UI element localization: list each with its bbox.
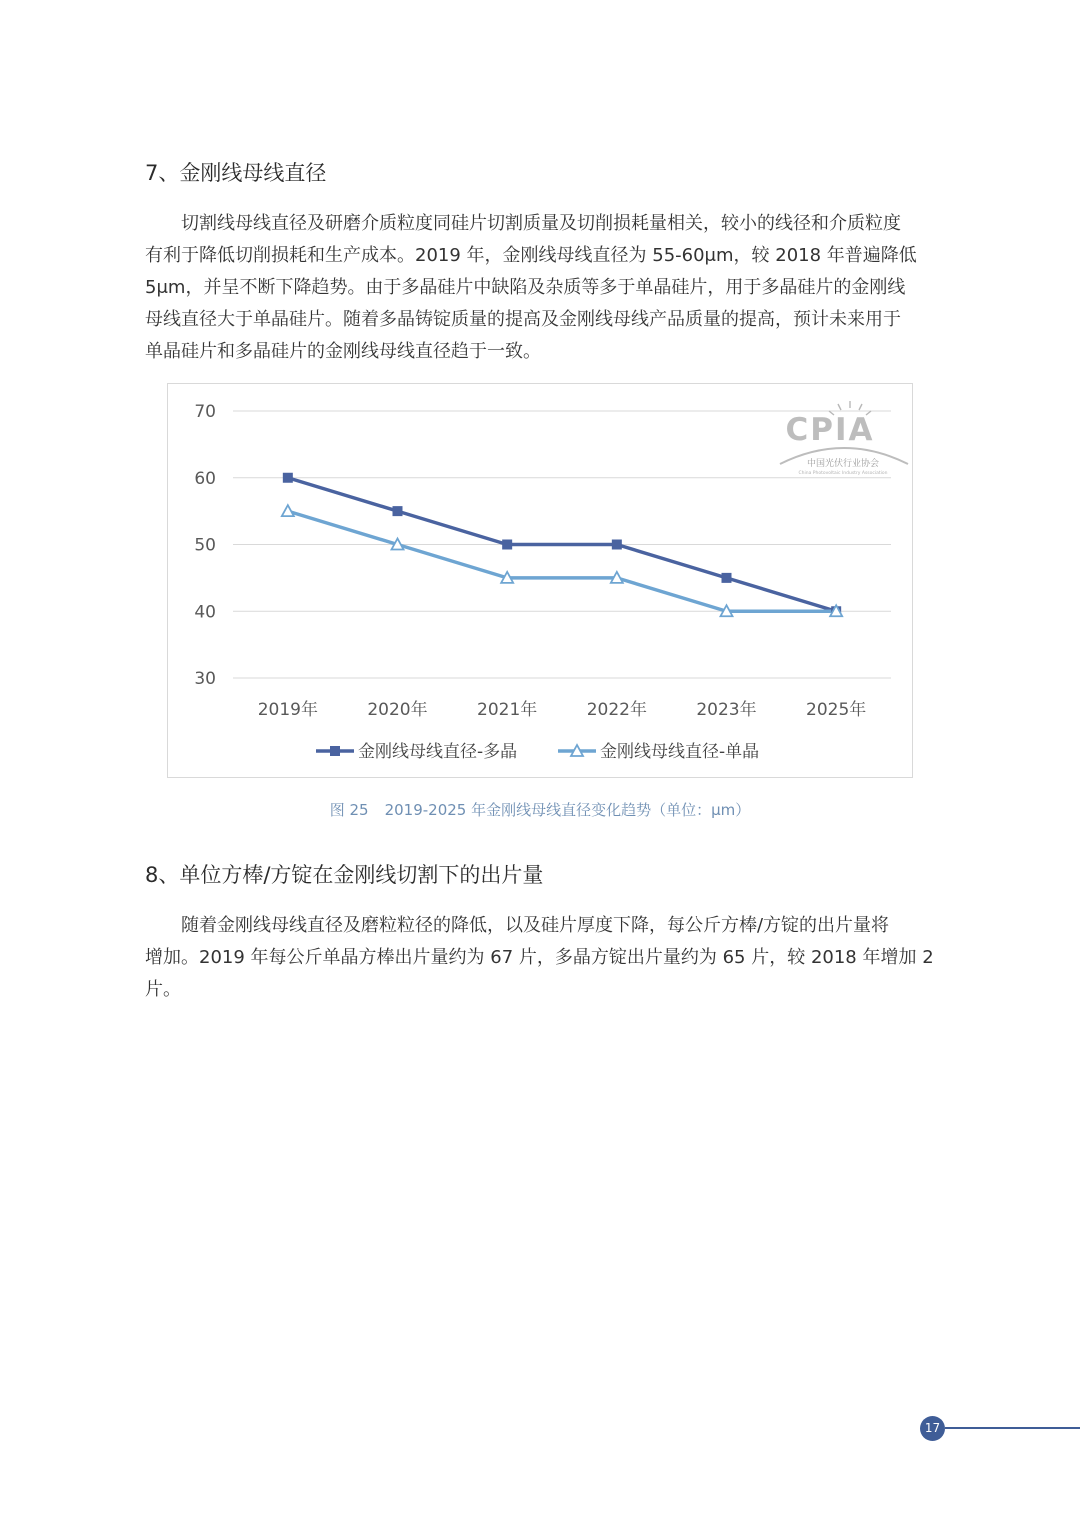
series-2-markers	[282, 505, 842, 616]
data-point	[502, 540, 512, 550]
data-point	[722, 573, 732, 583]
legend-item	[316, 742, 517, 762]
y-tick-label: 60	[194, 468, 216, 489]
cpia-watermark-logo	[780, 401, 908, 476]
data-point	[393, 506, 403, 516]
paragraph-line: 单晶硅片和多晶硅片的金刚线母线直径趋于一致。	[145, 341, 541, 362]
series-2	[288, 511, 836, 611]
chart-legend	[316, 742, 759, 762]
y-tick-label: 30	[194, 669, 216, 689]
cpia-org-name-en: China Photovoltaic Industry Association	[798, 471, 888, 476]
paragraph-line: 5μm，并呈不断下降趋势。由于多晶硅片中缺陷及杂质等多于单晶硅片，用于多晶硅片的金刚线	[145, 277, 906, 298]
page-number-badge: 17	[920, 1416, 945, 1441]
section-8-paragraph	[145, 910, 937, 1006]
x-tick-label: 2023年	[696, 700, 757, 720]
x-tick-label: 2021年	[477, 700, 538, 720]
legend-label: 金刚线母线直径-单晶	[600, 742, 760, 762]
y-tick-label: 40	[194, 602, 216, 623]
cpia-org-name: 中国光伏行业协会	[806, 459, 880, 469]
data-point	[283, 473, 293, 483]
data-point	[612, 540, 622, 550]
line-chart	[168, 384, 912, 777]
series-line	[288, 511, 836, 611]
section-7-paragraph	[145, 208, 937, 368]
legend-marker	[330, 746, 340, 756]
line-chart-frame	[167, 383, 913, 778]
x-tick-label: 2025年	[806, 700, 867, 720]
paragraph-line: 随着金刚线母线直径及磨粒粒径的降低，以及硅片厚度下降，每公斤方棒/方锭的出片量将	[181, 915, 890, 936]
figure-caption-text: 2019-2025 年金刚线母线直径变化趋势（单位：μm）	[384, 801, 751, 819]
x-tick-label: 2020年	[367, 700, 428, 720]
section-8-heading: 8、单位方棒/方锭在金刚线切割下的出片量	[145, 863, 544, 887]
figure-number: 图 25	[329, 801, 369, 819]
y-tick-label: 50	[194, 535, 216, 556]
paragraph-line: 增加。2019 年每公斤单晶方棒出片量约为 67 片，多晶方锭出片量约为 65 片，较 2018 年增加 2	[145, 947, 934, 968]
y-tick-label: 70	[194, 402, 216, 422]
paragraph-line: 母线直径大于单晶硅片。随着多晶铸锭质量的提高及金刚线母线产品质量的提高，预计未来用于	[145, 309, 901, 330]
figure-caption	[0, 799, 1080, 820]
section-7-heading: 7、金刚线母线直径	[145, 161, 327, 185]
paragraph-line: 切割线母线直径及研磨介质粒度同硅片切割质量及切削损耗量相关，较小的线径和介质粒度	[181, 213, 901, 234]
legend-label: 金刚线母线直径-多晶	[358, 742, 518, 762]
x-tick-label: 2022年	[586, 700, 647, 720]
paragraph-line: 片。	[145, 979, 181, 1000]
legend-item	[558, 742, 759, 762]
x-tick-label: 2019年	[257, 700, 318, 720]
paragraph-line: 有利于降低切削损耗和生产成本。2019 年，金刚线母线直径为 55-60μm，较 2018 年普遍降低	[145, 245, 917, 266]
page-footer-rule	[945, 1427, 1080, 1429]
cpia-logo-text: CPIA	[785, 412, 875, 448]
